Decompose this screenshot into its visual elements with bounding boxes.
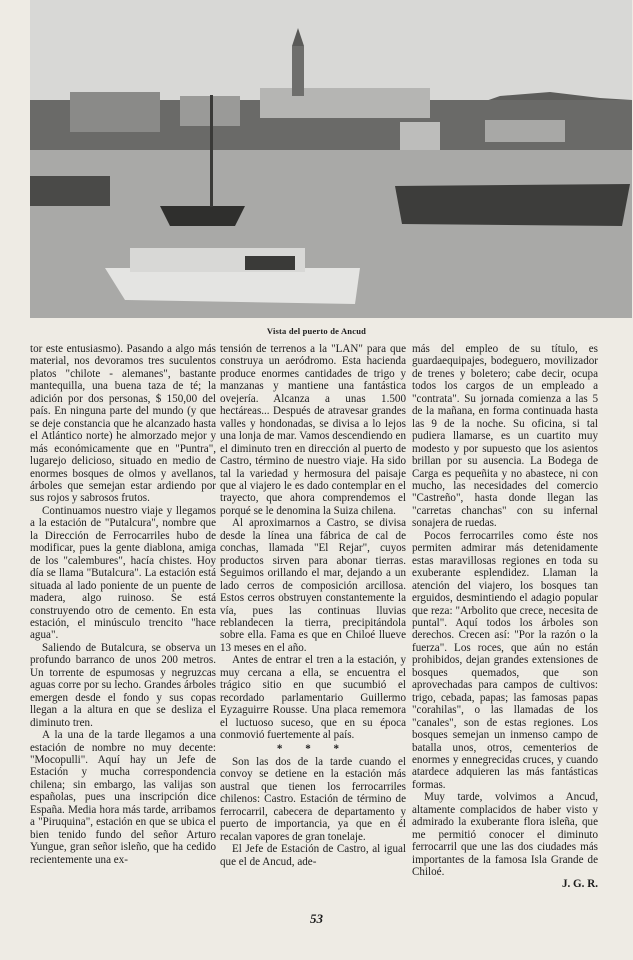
paragraph: tor este entusiasmo). Pasando a algo más material, nos devoramos tres suculentos platos "chilote - alemanes", bastante mantequilla, una buena taza de té; la adición por dos personas, $ 150,00 del país. En ninguna parte del mundo (y que se deje constancia que he alcanzado hasta el Atlántico norte) he almorzado mejor y más económicamente que en "Puntra", lugarejo delicioso, situado en medio de enormes bosques de olmos y avellanos, árboles que semejan estar ardiendo por sus rojos y sabrosos frutos. [30,343,216,505]
harbor-photo [30,0,632,318]
column-1 [30,343,216,866]
paragraph: Pocos ferrocarriles como éste nos permiten admirar más detenidamente estas maravillosas regiones en toda su exuberante esplendidez. Llaman la atención del viajero, los bosques tan erguidos, desmintiendo el adagio popular que reza: "Arbolito que crece, necesita de puntal". Aquí todos los árboles son derechos. Crecen así: "Por la razón o la fuerza". Los roces, que aún no están prohibidos, dejan grandes extensiones de bosques quemados, que son aprovechadas para campos de cultivos: trigo, cebada, papas; las famosas papas "corahilas", o las llamadas de los "canales", son de estas regiones. Los bosques semejan un inmenso campo de batalla unos, otros, cementerios de enormes y ennegrecidas cruces, y cuando atardece adquieren las más fantásticas formas. [412,529,598,791]
page-number: 53 [310,911,323,926]
paragraph: Al aproximarnos a Castro, se divisa desde la línea una fábrica de cal de conchas, llamada "El Rejar", cuyos productos sirven para abonar tierras. Seguimos orillando el mar, dejando a un lado cerros de composición arcillosa. Estos cerros obstruyen constantemente la vía, pues las continuas lluvias reblandecen la tierra, precipitándola sobre ella. Fama es que en Chiloé llueve 13 meses en el año. [220,517,406,654]
paragraph: Antes de entrar el tren a la estación, y muy cercana a ella, se encuentra el trágico sitio en que sucumbió el recordado parlamentario Guillermo Eyzaguirre Rousse. Una placa rememora el luctuoso suceso, que en su época conmovió fuertemente al país. [220,654,406,742]
paragraph: Continuamos nuestro viaje y llegamos a la estación de "Putalcura", nombre que la Dirección de Ferrocarriles hubo de modificar, pues la gente diablona, amiga de los "calembures", hacía chistes. Hoy día se llama "Butalcura". La estación está situada al lado poniente de un puente de madera, algo ruinoso. Se está construyendo otro de cemento. En esta estación, el minúsculo trencito "hace agua". [30,504,216,642]
paragraph: Son las dos de la tarde cuando el convoy se detiene en la estación más austral que tienen los ferrocarriles chilenos: Castro. Estación de término de ferrocarril, cabecera de departamento y puerto de importancia, ya que en él recalan vapores de gran tonelaje. [220,755,406,843]
paragraph: tensión de terrenos a la "LAN" para que construya un aeródromo. Esta hacienda produce enormes cantidades de trigo y manzanas y mantiene una fantástica ovejería. Alcanza a unas 1.500 hectáreas... Después de atravesar grandes valles y hondonadas, se divisa a lo lejos una lonja de mar. Vamos descendiendo en el diminuto tren en dirección al puerto de Castro, término de nuestro viaje. Ha sido tal la variedad y hermosura del paisaje que al viajero le es dado contemplar en el trayecto, que ahora comprendemos el porqué se le denomina la Suiza chilena. [220,343,406,517]
paragraph: más del empleo de su título, es guardaequipajes, bodeguero, movilizador de trenes y boletero; cabe decir, ocupa todos los cargos de un empleado a "contrata". Su jornada comienza a las 5 de la mañana, en forma continuada hasta las 9 de la noche. Su oficina, si tal pudiera llamarse, es un cuartito muy modesto y por supuesto que los asientos brillan por su ausencia. La Bodega de Carga es pequeñita y no abastece, ni con mucho, las necesidades del comercio "Castreño", hasta donde llegan las "carretas chanchas" con su infernal sonajera de ruedas. [412,343,598,530]
harbor-illustration [30,0,632,318]
paragraph: Muy tarde, volvimos a Ancud, altamente complacidos de haber visto y admirado la exuberante flora isleña, que me permitió conocer el diminuto ferrocarril que une las dos ciudades más importantes de la famosa Isla Grande de Chiloé. [412,791,598,879]
column-3 [412,343,598,891]
signature-initials: J. G. R. [561,878,598,891]
author-signature [412,878,598,890]
paragraph: El Jefe de Estación de Castro, al igual que el de Ancud, ade- [220,843,406,868]
paragraph: Saliendo de Butalcura, se observa un profundo barranco de unos 200 metros. Un torrente de espumosas y negruzcas aguas corre por su lecho. Grandes árboles emergen desde el fondo y sus copas llegan a la altura en que se desliza el diminuto tren. [30,641,216,729]
column-2 [220,343,406,868]
paragraph: A la una de la tarde llegamos a una estación de nombre no muy decente: "Mocopulli". Aquí hay un Jefe de Estación y mucha correspondencia chilena; sin embargo, las valijas son españolas, pues una inscripción dice España. Media hora más tarde, arribamos a "Piruquina", estación en que se ubica el bien tenido fundo del señor Arturo Yungue, gran señor isleño, que ha cedido recientemente una ex- [30,729,216,866]
section-separator: * * * [276,742,350,755]
photo-caption: Vista del puerto de Ancud [266,326,367,336]
